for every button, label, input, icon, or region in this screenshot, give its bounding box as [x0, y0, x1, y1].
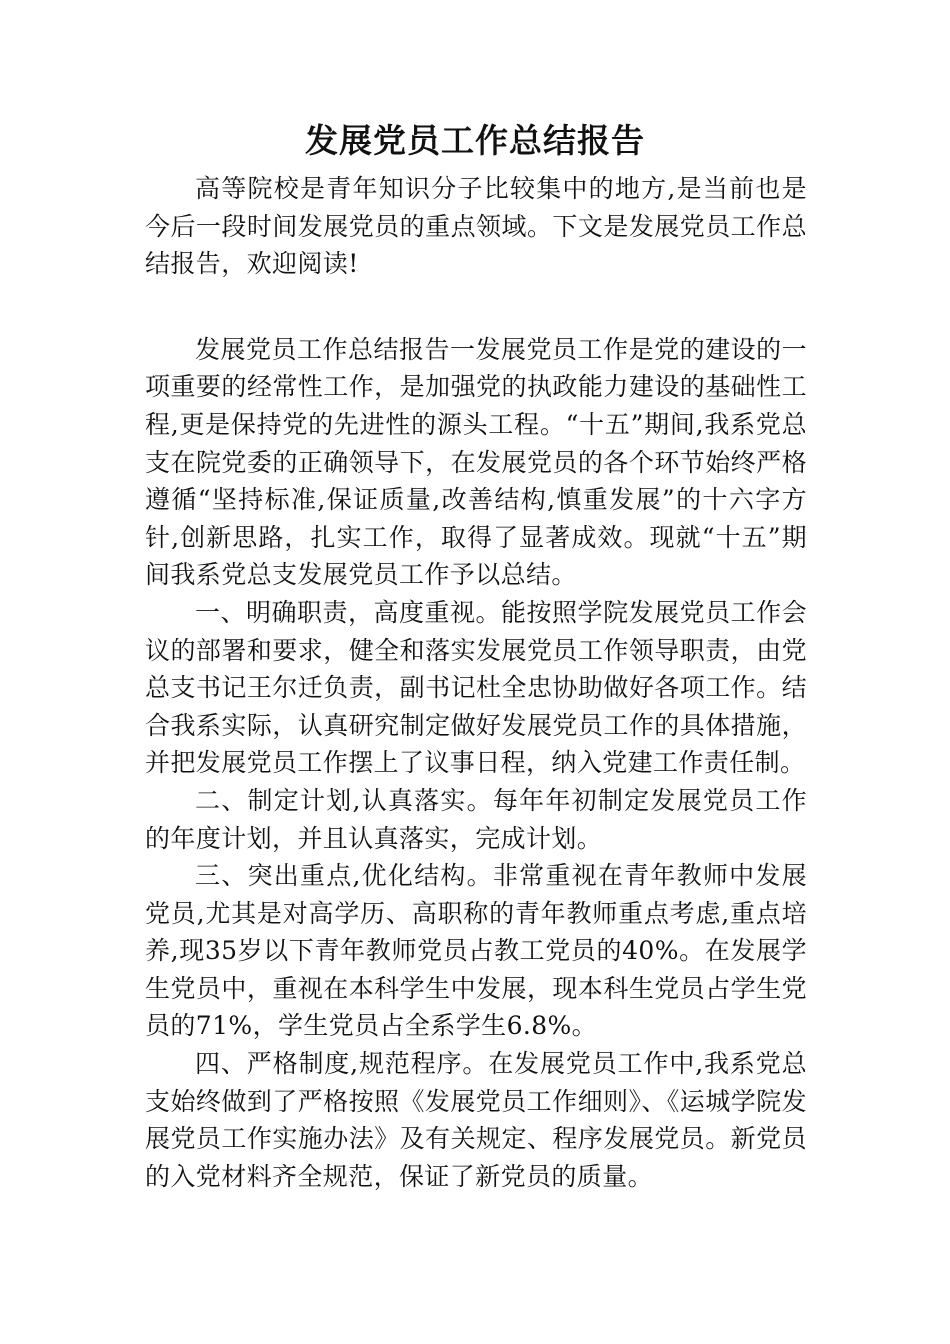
body-paragraph: 一、明确职责，高度重视。能按照学院发展党员工作会议的部署和要求，健全和落实发展党员工作领导职责，由党总支书记王尔迁负责，副书记杜全忠协助做好各项工作。结合我系实际，认真研究制定做好发展党员工作的具体措施，并把发展党员工作摆上了议事日程，纳入党建工作责任制。 — [145, 597, 807, 778]
body-paragraph: 三、突出重点,优化结构。非常重视在青年教师中发展党员,尤其是对高学历、高职称的青年教师重点考虑,重点培养,现35岁以下青年教师党员占教工党员的40%。在发展学生党员中，重视在本科学生中发展，现本科生党员占学生党员的71%，学生党员占全系学生6.8%。 — [145, 861, 807, 1041]
body-paragraph: 四、严格制度,规范程序。在发展党员工作中,我系党总支始终做到了严格按照《发展党员工作细则》、《运城学院发展党员工作实施办法》及有关规定、程序发展党员。新党员的入党材料齐全规范，保证了新党员的质量。 — [145, 1049, 807, 1191]
body-paragraph: 二、制定计划,认真落实。每年年初制定发展党员工作的年度计划，并且认真落实，完成计划。 — [145, 785, 807, 853]
document-body — [145, 170, 807, 1195]
body-paragraph: 发展党员工作总结报告一发展党员工作是党的建设的一项重要的经常性工作，是加强党的执政能力建设的基础性工程,更是保持党的先进性的源头工程。“十五”期间,我系党总支在院党委的正确领导下，在发展党员的各个环节始终严格遵循“坚持标准,保证质量,改善结构,慎重发展”的十六字方针,创新思路，扎实工作，取得了显著成效。现就“十五”期间我系党总支发展党员工作予以总结。 — [145, 334, 807, 590]
intro-paragraph: 高等院校是青年知识分子比较集中的地方,是当前也是今后一段时间发展党员的重点领域。下文是发展党员工作总结报告，欢迎阅读! — [145, 174, 807, 279]
document-title: 发展党员工作总结报告 — [305, 121, 645, 160]
